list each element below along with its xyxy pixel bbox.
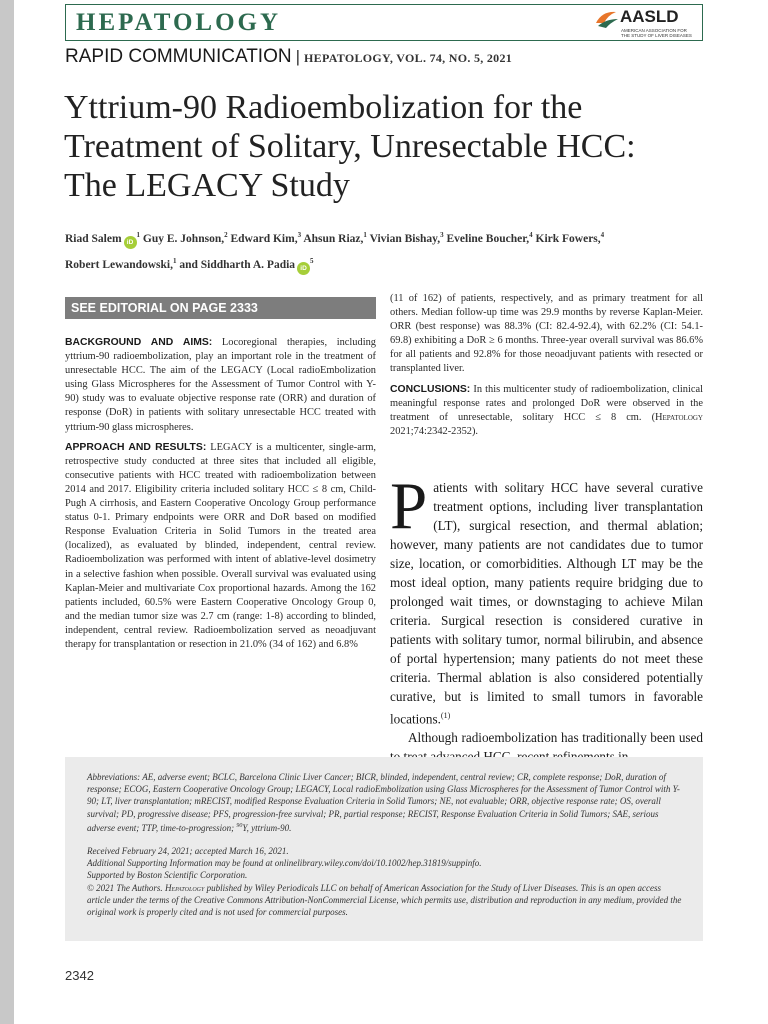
abstract-conclusions	[390, 383, 703, 439]
citation-open: (	[651, 411, 656, 423]
page-edge-shadow	[0, 0, 14, 1024]
page-number: 2342	[65, 968, 94, 983]
reference-marker[interactable]: (1)	[440, 711, 451, 720]
affiliation-marker: 1	[136, 231, 141, 239]
title-line-3: The LEGACY Study	[64, 167, 350, 204]
abstract-background	[65, 336, 376, 435]
affiliation-marker: 4	[529, 231, 533, 239]
funding: Supported by Boston Scientific Corporation.	[87, 870, 248, 881]
author-list	[65, 224, 625, 276]
footnote-box	[65, 757, 703, 941]
background-text: Locoregional therapies, including yttrium-90 radioembolization, play an important role in the treatment of unresectable HCC. The aim of the LEGACY (Local radioEmbolization using Glass Microspheres for the Assessment of Tumor Control with Y-90) study was to evaluate objective response rate (ORR) and duration of response (DoR) in patients with solitary unresectable HCC treated with yttrium-90 glass microspheres.	[65, 337, 376, 433]
abstract-approach	[65, 441, 376, 652]
author-name: and Siddharth A. Padia	[179, 258, 296, 271]
background-label: BACKGROUND AND AIMS:	[65, 337, 213, 348]
orcid-icon[interactable]: iD	[297, 262, 310, 275]
conclusions-text: In this multicenter study of radioembolization, clinical meaningful response rates and prolonged DoR were observed in the treatment of unresectable, solitary HCC ≤ 8 cm.	[390, 383, 703, 423]
received-dates: Received February 24, 2021; accepted March 16, 2021.	[87, 846, 289, 857]
conclusions-label: CONCLUSIONS:	[390, 383, 471, 395]
affiliation-marker: 2	[224, 231, 228, 239]
abstract-column-1	[65, 336, 376, 658]
body-paragraph	[390, 469, 703, 728]
body-text	[390, 469, 703, 766]
title-line-1: Yttrium-90 Radioembolization for the	[64, 89, 583, 126]
abbreviations-text: Abbreviations: AE, adverse event; BCLC, Barcelona Clinic Liver Cancer; BICR, blinded, independent, central review; CR, complete response; DoR, duration of response; ECOG, Eastern Cooperative Oncology Group; LEGACY, Local radioEmbolization using Glass Microspheres for the Assessment of Tumor Control with Y-90; LT, liver transplantation; mRECIST, modified Response Evaluation Criteria in Solid Tumors; NE, not evaluable; ORR, objective response rate; OS, overall survival; PD, progressive disease; PFS, progression-free survival; PR, partial response; RECIST, Response Evaluation Criteria in Solid Tumors; SAE, serious adverse event; TTP, time-to-progression;	[87, 772, 680, 833]
author-name: Ahsun Riaz,	[303, 232, 364, 245]
approach-continued: (11 of 162) of patients, respectively, and as primary treatment for all others. Median follow-up time was 29.9 months by reverse Kaplan-Meier. ORR (best response) was 88.3% (CI: 82.4-92.4), with 62.2% (CI: 54.1-69.8) exhibiting a DoR ≥ 6 months. Three-year overall survival was 86.6% for all patients and 92.8% for those neoadjuvant patients with resected or transplanted liver.	[390, 293, 703, 375]
author-name: Eveline Boucher,	[446, 232, 530, 245]
author-name: Robert Lewandowski,	[65, 258, 173, 271]
aasld-logo	[594, 7, 694, 39]
editorial-banner[interactable]: SEE EDITORIAL ON PAGE 2333	[65, 297, 376, 319]
article-type: RAPID COMMUNICATION	[65, 46, 292, 67]
abbreviations	[87, 771, 685, 834]
author-name: Vivian Bishay,	[369, 232, 441, 245]
copyright-rest: published by Wiley Periodicals LLC on behalf of American Association for the Study of Liver Diseases. This is an open access article under the terms of the Creative Commons Attribution-NonCommercial License, which permits use, distribution and reproduction in any medium, provided the original work is properly cited and is not used for commercial purposes.	[87, 882, 682, 918]
affiliation-marker: 3	[440, 231, 444, 239]
approach-text: LEGACY is a multicenter, single-arm, retrospective study conducted at three sites that included all eligible, consecutive patients with HCC treated with radioembolization between 2014 and 2017. Eligibility criteria included solitary HCC ≤ 8 cm, Child-Pugh A cirrhosis, and Eastern Cooperative Oncology Group performance status 0-1. Primary endpoints were ORR and DoR based on modified Response Evaluation Criteria in Solid Tumors in the treated area (localized), as evaluated by blinded, independent, central review. Radioembolization was performed with intent of ablative-level dosimetry in a selective fashion when possible. Overall survival was evaluated using Kaplan-Meier and multivariate Cox proportional hazards. Among the 162 patients included, 60.5% were Eastern Cooperative Oncology Group 0, and the median tumor size was 2.7 cm (range: 1-8) according to blinded, independent, central review. Radioembolization served as neoadjuvant therapy for transplantation or resection in 21.0% (34 of 162) and 6.8%	[65, 441, 376, 650]
drop-cap: P	[390, 469, 428, 543]
journal-header	[65, 4, 703, 41]
journal-name: HEPATOLOGY	[76, 9, 282, 36]
isotope-text: Y, yttrium-90.	[242, 822, 292, 833]
aasld-leaf-icon	[594, 9, 620, 31]
aasld-logo-text: AASLD	[620, 7, 679, 26]
supporting-info: Additional Supporting Information may be found at onlinelibrary.wiley.com/doi/10.1002/hep.31819/suppinfo.	[87, 858, 482, 869]
author-name: Guy E. Johnson,	[142, 232, 225, 245]
approach-label: APPROACH AND RESULTS:	[65, 441, 207, 453]
orcid-icon[interactable]: iD	[124, 236, 137, 249]
isotope-superscript: 90	[236, 822, 243, 829]
affiliation-marker: 3	[297, 231, 302, 239]
affiliation-marker: 1	[363, 231, 367, 239]
title-line-2: Treatment of Solitary, Unresectable HCC:	[64, 128, 636, 165]
aasld-logo-subtext: AMERICAN ASSOCIATION FOR THE STUDY OF LIVER DISEASES	[621, 28, 692, 38]
paragraph-2: Although radioembolization has traditionally been used	[408, 730, 703, 746]
affiliation-marker: 4	[600, 231, 605, 239]
article-type-line	[65, 46, 512, 68]
citation-journal: Hepatology	[655, 411, 703, 423]
affiliation-marker: 5	[310, 256, 314, 265]
journal-citation: HEPATOLOGY, VOL. 74, NO. 5, 2021	[304, 51, 513, 65]
abstract-column-2	[390, 292, 703, 445]
article-title	[64, 88, 724, 205]
author-name: Kirk Fowers,	[535, 232, 601, 245]
author-name: Edward Kim,	[230, 232, 298, 245]
copyright-pre: © 2021 The Authors.	[87, 882, 165, 893]
copyright-journal: Hepatology	[164, 882, 205, 893]
author-name: Riad Salem	[65, 232, 122, 245]
separator: |	[295, 47, 301, 66]
citation-rest: 2021;74:2342-2352).	[390, 425, 479, 437]
copyright	[87, 882, 685, 919]
paragraph-1-text: atients with solitary HCC have several curative treatment options, including liver transplantation (LT), surgical resection, and thermal ablation; however, many patients are not candidates due to tumor size, location, or comorbidities. Although LT may be the most ideal option, many patients require bridging due to prolonged wait times, or downstaging to achieve Milan criteria. Surgical resection is considered curative in patients with solitary tumor, normal bilirubin, and absence of portal hypertension; many patients do not meet these criteria. Thermal ablation is also considered potentially curative, but is limited to small tumors in favorable locations.	[390, 480, 703, 727]
affiliation-marker: 1	[172, 256, 177, 265]
